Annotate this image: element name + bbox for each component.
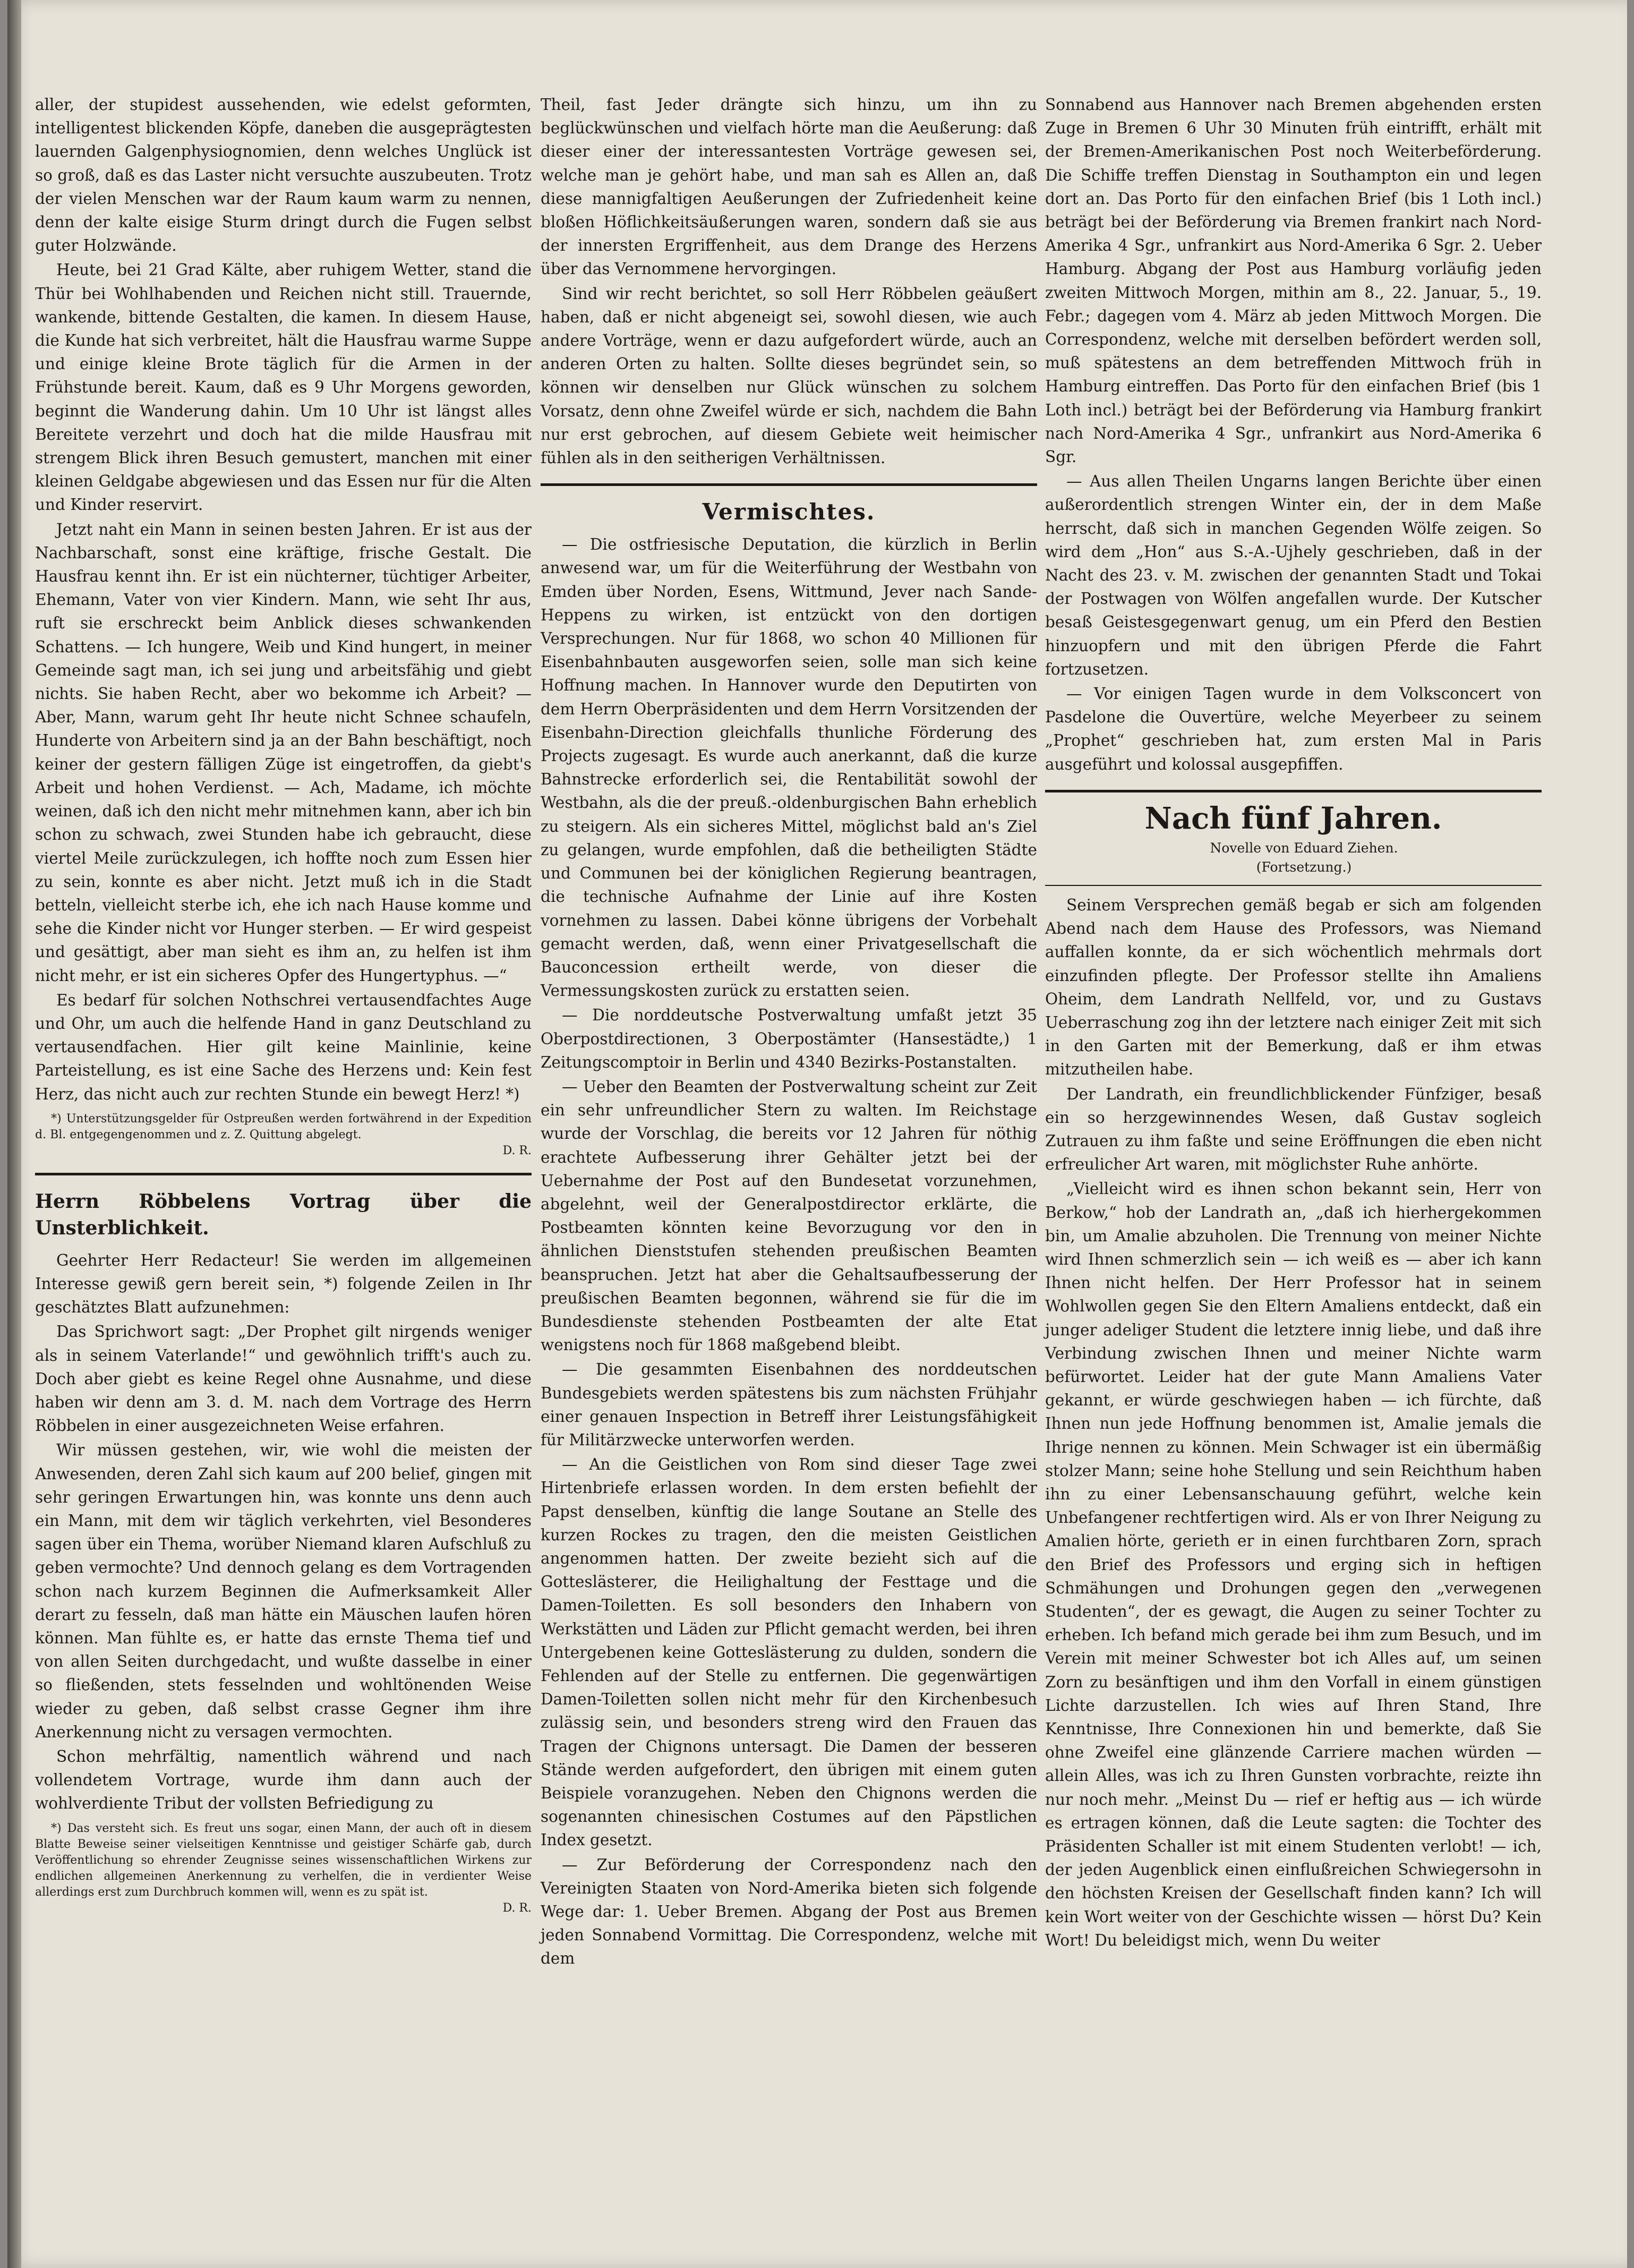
news-item: — Aus allen Theilen Ungarns langen Berichte über einen außerordentlich strengen Winter ein, der in dem Maße herrscht, daß sich in manchen Gegenden Wölfe zeigen. So wird dem „Hon“ aus S.-A.-Ujhely geschrieben, daß in der Nacht des 23. v. M. zwischen der genannten Stadt und Tokai der Postwagen von Wölfen angefallen wurde. Der Kutscher besaß Geistesgegenwart genug, um ein Pferd den Bestien hinzuopfern und mit den übrigen Pferde die Fahrt fortzusetzen. [1045, 472, 1542, 678]
news-item: — Zur Beförderung der Correspondenz nach den Vereinigten Staaten von Nord-Amerika bieten sich folgende Wege dar: 1. Ueber Bremen. Abgang der Post aus Bremen jeden Sonnabend Vormittag. Die Correspondenz, welche mit dem [541, 1855, 1037, 1968]
paragraph: Heute, bei 21 Grad Kälte, aber ruhigem Wetter, stand die Thür bei Wohlhabenden und Reichen nicht still. Trauernde, wankende, bittende Gestalten, die kamen. In diesem Hause, die Kunde hat sich verbreitet, hält die Hausfrau warme Suppe und einige kleine Brote täglich für die Armen in der Frühstunde bereit. Kaum, daß es 9 Uhr Morgens geworden, beginnt die Wanderung dahin. Um 10 Uhr ist längst alles Bereitete verzehrt und doch hat die milde Hausfrau mit strengem Blick ihren Besuch gemustert, manchen mit einer kleinen Geldgabe abgewiesen und das Essen nur für die Alten und Kinder reservirt. [35, 261, 532, 514]
news-item: — An die Geistlichen von Rom sind dieser Tage zwei Hirtenbriefe erlassen worden. In dem ersten befiehlt der Papst denselben, künftig die lange Soutane an Stelle des kurzen Rockes zu tragen, den die meisten Geistlichen angenommen hatten. Der zweite bezieht sich auf die Gotteslästerer, die Heilighaltung der Festtage und die Damen-Toiletten. Es soll besonders den Inhabern von Werkstätten und Läden zur Pflicht gemacht werden, bei ihren Untergebenen keine Gotteslästerung zu dulden, sondern die Fehlenden auf der Stelle zu entfernen. Die gegenwärtigen Damen-Toiletten sollen nicht mehr für den Kirchenbesuch zulässig sein, und besonders streng wird den Frauen das Tragen der Chignons untersagt. Die Damen der besseren Stände werden aufgefordert, den übrigen mit einem guten Beispiele voranzugehen. Neben den Chignons werden die sogenannten chinesischen Costumes auf den Päpstlichen Index gesetzt. [541, 1455, 1037, 1849]
footnote [35, 1821, 532, 1916]
paragraph: Sind wir recht berichtet, so soll Herr Röbbelen geäußert haben, daß er nicht abgeneigt sei, sowohl diesen, wie auch andere Vorträge, wenn er dazu aufgefordert würde, auch an anderen Orten zu halten. Sollte dieses begründet sein, so können wir denselben nur Glück wünschen zu solchem Vorsatz, denn ohne Zweifel würde er sich, nachdem die Bahn nur erst gebrochen, auf diesem Gebiete weit heimischer fühlen als in den seitherigen Verhältnissen. [541, 284, 1037, 467]
column-2 [541, 93, 1037, 1972]
news-item: — Vor einigen Tagen wurde in dem Volksconcert von Pasdelone die Ouvertüre, welche Meyerbeer zu seinem „Prophet“ geschrieben hat, zum ersten Mal in Paris ausgeführt und kolossal ausgepfiffen. [1045, 685, 1542, 773]
paragraph: Sonnabend aus Hannover nach Bremen abgehenden ersten Zuge in Bremen 6 Uhr 30 Minuten früh eintrifft, erhält mit der Bremen-Amerikanischen Post noch Weiterbeförderung. Die Schiffe treffen Dienstag in Southampton ein und legen dort an. Das Porto für den einfachen Brief (bis 1 Loth incl.) beträgt bei der Beförderung via Bremen frankirt nach Nord-Amerika 4 Sgr., unfrankirt aus Nord-Amerika 6 Sgr. 2. Ueber Hamburg. Abgang der Post aus Hamburg vorläufig jeden zweiten Mittwoch Morgen, mithin am 8., 22. Januar, 5., 19. Febr.; dagegen vom 4. März ab jeden Mittwoch Morgen. Die Correspondenz, welche mit derselben befördert werden soll, muß spätestens an dem betreffenden Mittwoch früh in Hamburg eintreffen. Das Porto für den einfachen Brief (bis 1 Loth incl.) beträgt bei der Beförderung via Hamburg frankirt nach Nord-Amerika 4 Sgr., unfrankirt aus Nord-Amerika 6 Sgr. [1045, 96, 1542, 466]
section-rule [35, 1173, 532, 1175]
section-rule [541, 483, 1037, 486]
news-item: — Ueber den Beamten der Postverwaltung scheint zur Zeit ein sehr unfreundlicher Stern zu walten. Im Reichstage wurde der Vorschlag, die bereits vor 12 Jahren für nöthig erachtete Aufbesserung ihrer Gehälter jetzt bei der Uebernahme der Post auf den Bundesetat vorzunehmen, abgelehnt, weil der Generalpostdirector erklärte, die Postbeamten könnten keine Bevorzugung vor den in ähnlichen Dienststufen stehenden preußischen Beamten beanspruchen. Jetzt hat aber die Gehaltsaufbesserung der preußischen Beamten begonnen, während sie für die im Bundesdienste stehenden Postbeamten der alte Etat wenigstens noch für 1868 maßgebend bleibt. [541, 1077, 1037, 1354]
footnote-text: *) Das versteht sich. Es freut uns sogar, einen Mann, der auch oft in diesem Blatte Beweise seiner vielseitigen Kenntnisse und geistiger Schärfe gab, durch Veröffentlichung so ehrender Zeugnisse seines wissenschaftlichen Wirkens zur endlichen allgemeinen Anerkennung zu verhelfen, die in verdienter Weise allerdings erst zum Durchbruch kommen will, wenn es zu spät ist. [35, 1821, 532, 1899]
paragraph: Das Sprichwort sagt: „Der Prophet gilt nirgends weniger als in seinem Vaterlande!“ und gewöhnlich trifft's auch zu. Doch aber giebt es keine Regel ohne Ausnahme, und diese haben wir denn am 3. d. M. nach dem Vortrage des Herrn Röbbelen in einer ausgezeichneten Weise erfahren. [35, 1323, 532, 1435]
news-item: — Die gesammten Eisenbahnen des norddeutschen Bundesgebiets werden spätestens bis zum nächsten Frühjahr einer genauen Inspection in Betreff ihrer Leistungsfähigkeit für Militärzwecke unterworfen werden. [541, 1360, 1037, 1449]
footnote-text: *) Unterstützungsgelder für Ostpreußen werden fortwährend in der Expedition d. Bl. entgegengenommen und z. Z. Quittung abgelegt. [35, 1112, 532, 1141]
news-item: — Die ostfriesische Deputation, die kürzlich in Berlin anwesend war, um für die Weiterführung der Westbahn von Emden über Norden, Esens, Wittmund, Jever nach Sande-Heppens zu wirken, ist entzückt von den dortigen Versprechungen. Nur für 1868, wo schon 40 Millionen für Eisenbahnbauten ausgeworfen seien, solle man sich keine Hoffnung machen. In Hannover wurde den Deputirten von dem Herrn Oberpräsidenten und dem Herrn Vorsitzenden der Eisenbahn-Direction gleichfalls thunliche Förderung des Projects zugesagt. Es wurde auch anerkannt, daß die kurze Bahnstrecke erforderlich sei, die Rentabilität sowohl der Westbahn, als die der preuß.-oldenburgischen Bahn erheblich zu steigern. Als ein sicheres Mittel, möglichst bald an's Ziel zu gelangen, wurde empfohlen, daß die betheiligten Städte und Communen bei der königlichen Regierung beantragen, die technische Aufnahme der Linie auf ihre Kosten vornehmen zu lassen. Dabei könne übrigens der Vorbehalt gemacht werden, daß, wenn einer Privatgesellschaft die Bauconcession ertheilt werde, von dieser die Vermessungskosten zurück zu erstatten seien. [541, 535, 1037, 1000]
footnote-signature: D. R. [502, 1901, 532, 1915]
paragraph: Schon mehrfältig, namentlich während und nach vollendetem Vortrage, wurde ihm dann auch der wohlverdiente Tribut der vollsten Befriedigung zu [35, 1747, 532, 1813]
article-heading: Herrn Röbbelens Vortrag über die Unsterblichkeit. [35, 1190, 532, 1239]
news-item: — Die norddeutsche Postverwaltung umfaßt jetzt 35 Oberpostdirectionen, 3 Oberpostämter (Hansestädte,) 1 Zeitungscomptoir in Berlin und 4340 Bezirks-Postanstalten. [541, 1006, 1037, 1071]
paragraph: Geehrter Herr Redacteur! Sie werden im allgemeinen Interesse gewiß gern bereit sein, *) folgende Zeilen in Ihr geschätztes Blatt aufzunehmen: [35, 1251, 532, 1317]
paragraph: „Vielleicht wird es ihnen schon bekannt sein, Herr von Berkow,“ hob der Landrath an, „daß ich hierhergekommen bin, um Amalie abzuholen. Die Trennung von meiner Nichte wird Ihnen schmerzlich sein — ich weiß es — aber ich kann Ihnen nicht helfen. Der Herr Professor hat in seinem Wohlwollen gegen Sie den Eltern Amaliens entdeckt, daß ein junger adeliger Student die letztere innig liebe, und daß ihre Verbindung zwischen Ihnen und meiner Nichte warm befürwortet. Leider hat der gute Mann Amaliens Vater gekannt, er würde geschwiegen haben — ich fürchte, daß Ihnen nun jede Hoffnung benommen ist, Amalie jemals die Ihrige nennen zu können. Mein Schwager ist ein übermäßig stolzer Mann; seine hohe Stellung und sein Reichthum haben ihn zu einer Lebensanschauung geführt, welche kein Unbefangener rechtfertigen wird. Als er von Ihrer Neigung zu Amalien hörte, gerieth er in einen furchtbaren Zorn, sprach den Brief des Professors und erging sich in heftigen Schmähungen und Drohungen gegen den „verwegenen Studenten“, der es gewagt, die Augen zu seiner Tochter zu erheben. Ich befand mich gerade bei ihm zum Besuch, und im Verein mit meiner Schwester bot ich Alles auf, um seinen Zorn zu besänftigen und ihm den Vorfall in einem günstigen Lichte darzustellen. Ich wies auf Ihren Stand, Ihre Kenntnisse, Ihre Connexionen hin und bemerkte, daß Sie ohne Zweifel eine glänzende Carriere machen würden — allein Alles, was ich zu Ihren Gunsten vorbrachte, reizte ihn nur noch mehr. „Meinst Du — rief er heftig aus — ich würde es ertragen können, daß die Leute sagten: die Tochter des Präsidenten Schaller ist mit einem Studenten verlobt! — ich, der jeden Augenblick einen einflußreichen Schwiegersohn in den höchsten Kreisen der Gesellschaft finden kann? Ich will kein Wort weiter von der Geschichte wissen — hörst Du? Kein Wort! Du beleidigst mich, wenn Du weiter [1045, 1180, 1542, 1949]
novel-title: Nach fünf Jahren. [1144, 800, 1442, 836]
novel-author-line: Novelle von Eduard Ziehen. [1210, 840, 1398, 856]
footnote-signature: D. R. [502, 1144, 532, 1157]
paragraph: Wir müssen gestehen, wir, wie wohl die meisten der Anwesenden, deren Zahl sich kaum auf 200 belief, gingen mit sehr geringen Erwartungen hin, was konnte uns denn auch ein Mann, mit dem wir täglich verkehrten, viel Besonderes sagen über ein Thema, worüber Niemand klaren Aufschluß zu geben vermochte? Und dennoch gelang es dem Vortragenden schon nach kurzem Beginnen die Aufmerksamkeit Aller derart zu fesseln, daß man hätte ein Mäuschen laufen hören können. Man fühlte es, er hatte das ernste Thema tief und von allen Seiten durchgedacht, und wußte dasselbe in einer so fließenden, stets fesselnden und wohltönenden Weise wieder zu geben, daß selbst crasse Gegner ihm ihre Anerkennung nicht zu versagen vermochten. [35, 1441, 532, 1741]
title-rule [1045, 885, 1542, 886]
paragraph: aller, der stupidest aussehenden, wie edelst geformten, intelligentest blickenden Köpfe, daneben die ausgeprägtesten lauernden Galgenphysiognomien, denn welches Unglück ist so groß, daß es das Laster nicht versuchte auszubeuten. Trotz der vielen Menschen war der Raum kaum warm zu nennen, denn der kalte eisige Sturm dringt durch die Fugen selbst guter Holzwände. [35, 96, 532, 255]
paragraph: Der Landrath, ein freundlichblickender Fünfziger, besaß ein so herzgewinnendes Wesen, daß Gustav sogleich Zutrauen zu ihm faßte und seine Eröffnungen die eben nicht erfreulicher Art waren, mit möglichster Ruhe anhörte. [1045, 1085, 1542, 1174]
column-1 [35, 93, 532, 1916]
paragraph: Theil, fast Jeder drängte sich hinzu, um ihn zu beglückwünschen und vielfach hörte man die Aeußerung: daß dieser einer der interessantesten Vorträge gewesen sei, welche man je gehört habe, und man sah es Allen an, daß diese mannigfaltigen Aeußerungen der Zufriedenheit keine bloßen Höflichkeitsäußerungen waren, sondern daß sie aus der innersten Ergriffenheit, aus dem Drange des Herzens über das Vernommene hervorgingen. [541, 96, 1037, 278]
section-heading: Vermischtes. [702, 499, 876, 525]
novel-continuation-note: (Fortsetzung.) [1256, 859, 1352, 875]
paragraph: Jetzt naht ein Mann in seinen besten Jahren. Er ist aus der Nachbarschaft, sonst eine kräftige, frische Gestalt. Die Hausfrau kennt ihn. Er ist ein nüchterner, tüchtiger Arbeiter, Ehemann, Vater von vier Kindern. Mann, wie seht Ihr aus, ruft sie erschreckt beim Anblick dieses schwankenden Schattens. — Ich hungere, Weib und Kind hungert, in meiner Gemeinde sagt man, ich sei jung und arbeitsfähig und giebt nichts. Sie haben Recht, aber wo bekomme ich Arbeit? — Aber, Mann, warum geht Ihr heute nicht Schnee schaufeln, Hunderte von Arbeitern sind ja an der Bahn beschäftigt, noch keiner der gestern fälligen Züge ist eingetroffen, da giebt's Arbeit und hohen Verdienst. — Ach, Madame, ich möchte weinen, daß ich den nicht mehr mitnehmen kann, aber ich bin schon zu schwach, zwei Stunden habe ich gebraucht, diese viertel Meile zurückzulegen, ich hoffte noch zum Essen hier zu sein, konnte es aber nicht. Jetzt muß ich in die Stadt betteln, vielleicht sterbe ich, ehe ich nach Hause komme und sehe die Kinder nicht vor Hunger sterben. — Er wird gespeist und gesättigt, aber man sieht es ihm an, zu helfen ist ihm nicht mehr, er ist ein sicheres Opfer des Hungertyphus. —“ [35, 520, 532, 985]
footnote [35, 1111, 532, 1159]
paragraph: Seinem Versprechen gemäß begab er sich am folgenden Abend nach dem Hause des Professors, was Niemand auffallen konnte, da er sich wöchentlich mehrmals dort einzufinden pflegte. Der Professor stellte ihn Amaliens Oheim, dem Landrath Nellfeld, vor, und zu Gustavs Ueberraschung zog ihn der letztere nach einiger Zeit mit sich in den Garten mit der Bemerkung, daß er ihm etwas mitzutheilen habe. [1045, 896, 1542, 1079]
section-rule [1045, 790, 1542, 792]
column-3 [1045, 93, 1542, 1953]
newspaper-page [7, 0, 1627, 2268]
page-fold-shadow [7, 0, 21, 2268]
paragraph: Es bedarf für solchen Nothschrei vertausendfachtes Auge und Ohr, um auch die helfende Hand in ganz Deutschland zu vertausendfachen. Hier gilt keine Mainlinie, keine Parteistellung, es ist eine Sache des Herzens und: Kein fest Herz, das nicht auch zur rechten Stunde ein bewegt Herz! *) [35, 991, 532, 1103]
